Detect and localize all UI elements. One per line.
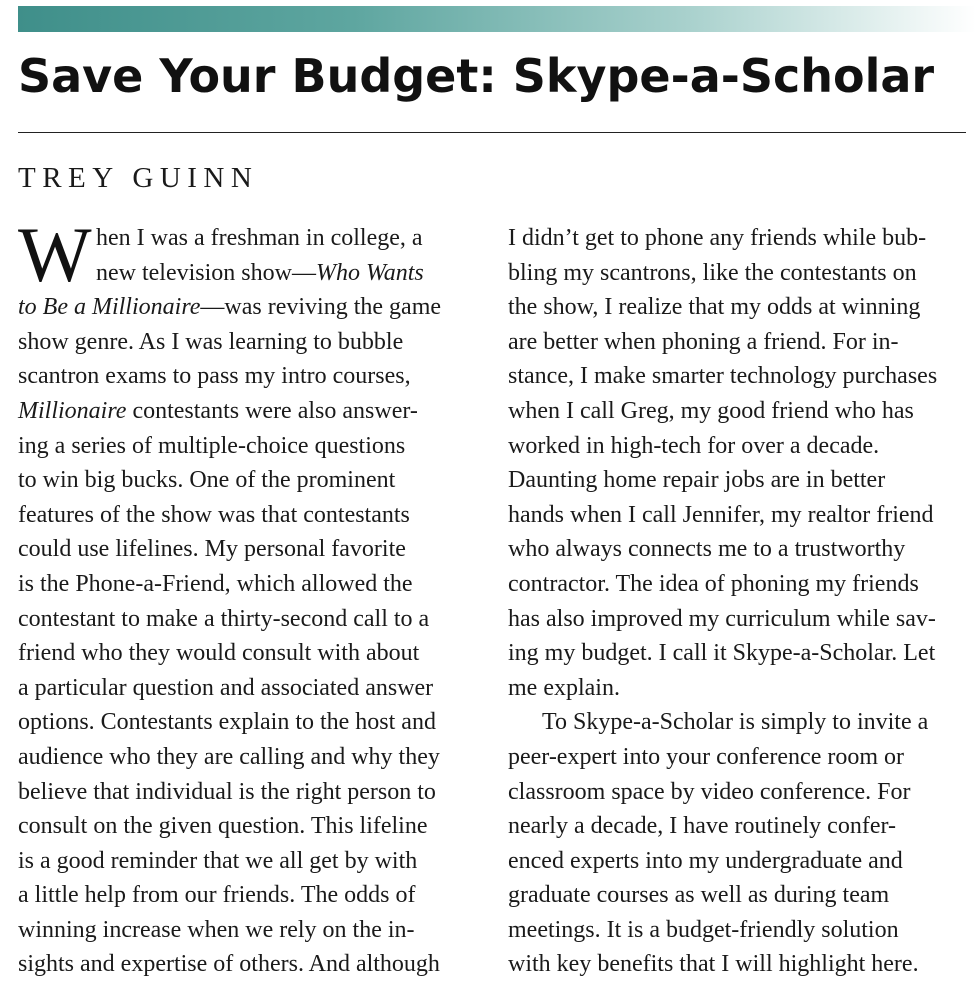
text-run: I didn’t get to phone any friends while bub- [508, 225, 927, 251]
text-run: peer-expert into your conference room or [508, 743, 904, 770]
text-run: graduate courses as well as during team [508, 882, 890, 909]
text-line [508, 775, 976, 810]
text-line [18, 878, 488, 913]
text-run: when I call Greg, my good friend who has [508, 397, 914, 424]
text-run: is a good reminder that we all get by with [18, 847, 418, 874]
text-line [18, 913, 488, 948]
text-line [508, 498, 976, 533]
italic-text: to Be a Millionaire [18, 294, 201, 321]
text-run: audience who they are calling and why they [18, 743, 440, 770]
text-run: the show, I realize that my odds at winning [508, 294, 921, 321]
text-line [508, 809, 976, 844]
text-run: contestants were also answer- [126, 397, 418, 424]
text-run: a little help from our friends. The odds of [18, 882, 416, 909]
text-line [508, 463, 976, 498]
text-run: to win big bucks. One of the prominent [18, 467, 396, 494]
text-run: hen I was a freshman in college, a [96, 225, 423, 251]
text-line [508, 429, 976, 464]
text-line [508, 359, 976, 394]
italic-text: Millionaire [18, 397, 127, 424]
text-line [18, 498, 488, 533]
article-column-left [18, 211, 488, 982]
text-run: could use lifelines. My personal favorite [18, 536, 406, 563]
text-line [18, 359, 488, 394]
text-line [18, 602, 488, 637]
text-run: features of the show was that contestants [18, 501, 410, 528]
text-run: stance, I make smarter technology purchases [508, 363, 938, 390]
text-run: friend who they would consult with about [18, 640, 420, 667]
article-title: Save Your Budget: Skype-a-Scholar [18, 49, 935, 103]
text-line [508, 947, 976, 982]
text-run: sights and expertise of others. And although [18, 951, 440, 978]
text-line [508, 878, 976, 913]
text-line [18, 429, 488, 464]
text-run: Daunting home repair jobs are in better [508, 467, 886, 494]
text-run: ing my budget. I call it Skype-a-Scholar. Let [508, 640, 936, 667]
text-line [18, 671, 488, 706]
text-line [18, 740, 488, 775]
text-run: —was reviving the game [200, 294, 442, 321]
text-line [18, 705, 488, 740]
text-run: bling my scantrons, like the contestants on [508, 259, 917, 286]
text-run: new television show— [96, 259, 316, 286]
text-line [508, 532, 976, 567]
text-line [508, 705, 976, 740]
text-run: classroom space by video conference. For [508, 778, 911, 805]
text-line [18, 567, 488, 602]
text-line [508, 256, 976, 291]
text-run: is the Phone-a-Friend, which allowed the [18, 570, 413, 597]
text-line [18, 809, 488, 844]
text-line [508, 636, 976, 671]
text-line [18, 532, 488, 567]
text-run: ing a series of multiple-choice questions [18, 432, 406, 459]
text-line [508, 394, 976, 429]
text-line [508, 325, 976, 360]
text-line [18, 636, 488, 671]
text-run: me explain. [508, 674, 620, 701]
text-line [508, 844, 976, 879]
text-line [18, 775, 488, 810]
text-line [508, 913, 976, 948]
header-accent-bar [18, 6, 976, 32]
text-run: options. Contestants explain to the host and [18, 709, 436, 736]
text-line [508, 602, 976, 637]
text-run: To Skype-a-Scholar is simply to invite a [542, 709, 929, 736]
article-column-right [508, 221, 976, 982]
text-line [508, 290, 976, 325]
text-line [18, 325, 488, 360]
text-line [18, 947, 488, 982]
text-run: worked in high-tech for over a decade. [508, 432, 880, 459]
text-run: a particular question and associated answer [18, 674, 434, 701]
text-run: scantron exams to pass my intro courses, [18, 363, 411, 390]
text-run: winning increase when we rely on the in- [18, 916, 415, 943]
text-line [18, 394, 488, 429]
text-run: who always connects me to a trustworthy [508, 536, 906, 563]
text-line [508, 671, 976, 706]
drop-cap: W [18, 211, 92, 298]
text-run: meetings. It is a budget-friendly solution [508, 916, 899, 943]
italic-text: Who Wants [315, 259, 424, 286]
text-run: consult on the given question. This lifeline [18, 813, 428, 840]
text-run: believe that individual is the right person to [18, 778, 436, 805]
text-line [18, 463, 488, 498]
text-line [508, 221, 976, 256]
text-run: enced experts into my undergraduate and [508, 847, 903, 874]
text-line [18, 844, 488, 879]
title-divider [18, 132, 966, 133]
text-run: has also improved my curriculum while sav- [508, 605, 936, 632]
text-run: hands when I call Jennifer, my realtor friend [508, 501, 934, 528]
author-name: TREY GUINN [18, 162, 259, 194]
text-run: contestant to make a thirty-second call to a [18, 605, 430, 632]
text-run: with key benefits that I will highlight here. [508, 951, 919, 978]
text-run: contractor. The idea of phoning my friends [508, 570, 919, 597]
text-line [508, 740, 976, 775]
text-run: are better when phoning a friend. For in- [508, 328, 899, 355]
text-run: show genre. As I was learning to bubble [18, 328, 404, 355]
text-run: nearly a decade, I have routinely confer- [508, 813, 896, 840]
text-line [508, 567, 976, 602]
